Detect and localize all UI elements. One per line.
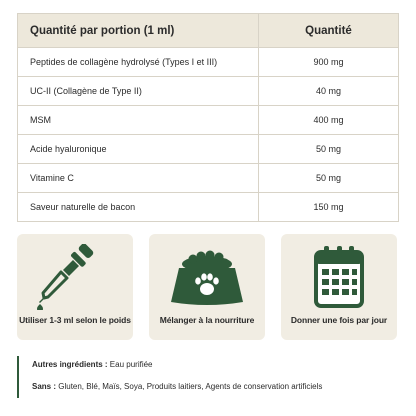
usage-cards	[17, 234, 399, 340]
free-from-label: Sans :	[32, 382, 57, 391]
nutrient-amount: 50 mg	[259, 135, 399, 164]
other-ingredients	[32, 356, 399, 374]
nutrient-amount: 40 mg	[259, 77, 399, 106]
free-from	[32, 378, 399, 396]
table-row	[18, 106, 399, 135]
frequency-label: Donner une fois par jour	[290, 315, 388, 325]
dropper-icon	[17, 244, 133, 310]
dosage-card	[17, 234, 133, 340]
dosage-label: Utiliser 1-3 ml selon le poids	[19, 315, 131, 325]
nutrient-name: Saveur naturelle de bacon	[30, 202, 136, 212]
table-row	[18, 77, 399, 106]
table-row	[18, 164, 399, 193]
ingredients-section	[17, 356, 399, 398]
calendar-icon	[281, 244, 397, 310]
nutrient-amount: 400 mg	[259, 106, 399, 135]
mix-card	[149, 234, 265, 340]
pet-bowl-icon	[149, 244, 265, 310]
column-header-nutrient: Quantité par portion (1 ml)	[18, 14, 259, 48]
other-ingredients-value: Eau purifiée	[107, 360, 153, 369]
nutrient-name: Peptides de collagène hydrolysé (Types I et III)	[18, 48, 259, 77]
free-from-value: Gluten, Blé, Maïs, Soya, Produits laitiers, Agents de conservation artificiels	[56, 382, 323, 391]
column-header-amount: Quantité	[259, 14, 399, 48]
mix-label: Mélanger à la nourriture	[159, 315, 255, 325]
nutrient-amount: 900 mg	[259, 48, 399, 77]
nutrient-name: Acide hyaluronique	[18, 135, 259, 164]
table-row	[18, 193, 399, 222]
frequency-card	[281, 234, 397, 340]
table-header-row	[18, 14, 399, 48]
table-row	[18, 135, 399, 164]
nutrient-name: MSM	[18, 106, 259, 135]
other-ingredients-label: Autres ingrédients :	[32, 360, 108, 369]
nutrient-amount: 150 mg	[259, 193, 399, 222]
table-row	[18, 48, 399, 77]
nutrient-amount: 50 mg	[259, 164, 399, 193]
nutrition-table	[17, 13, 399, 222]
nutrient-name: UC-II (Collagène de Type II)	[18, 77, 259, 106]
nutrient-name: Vitamine C	[18, 164, 259, 193]
